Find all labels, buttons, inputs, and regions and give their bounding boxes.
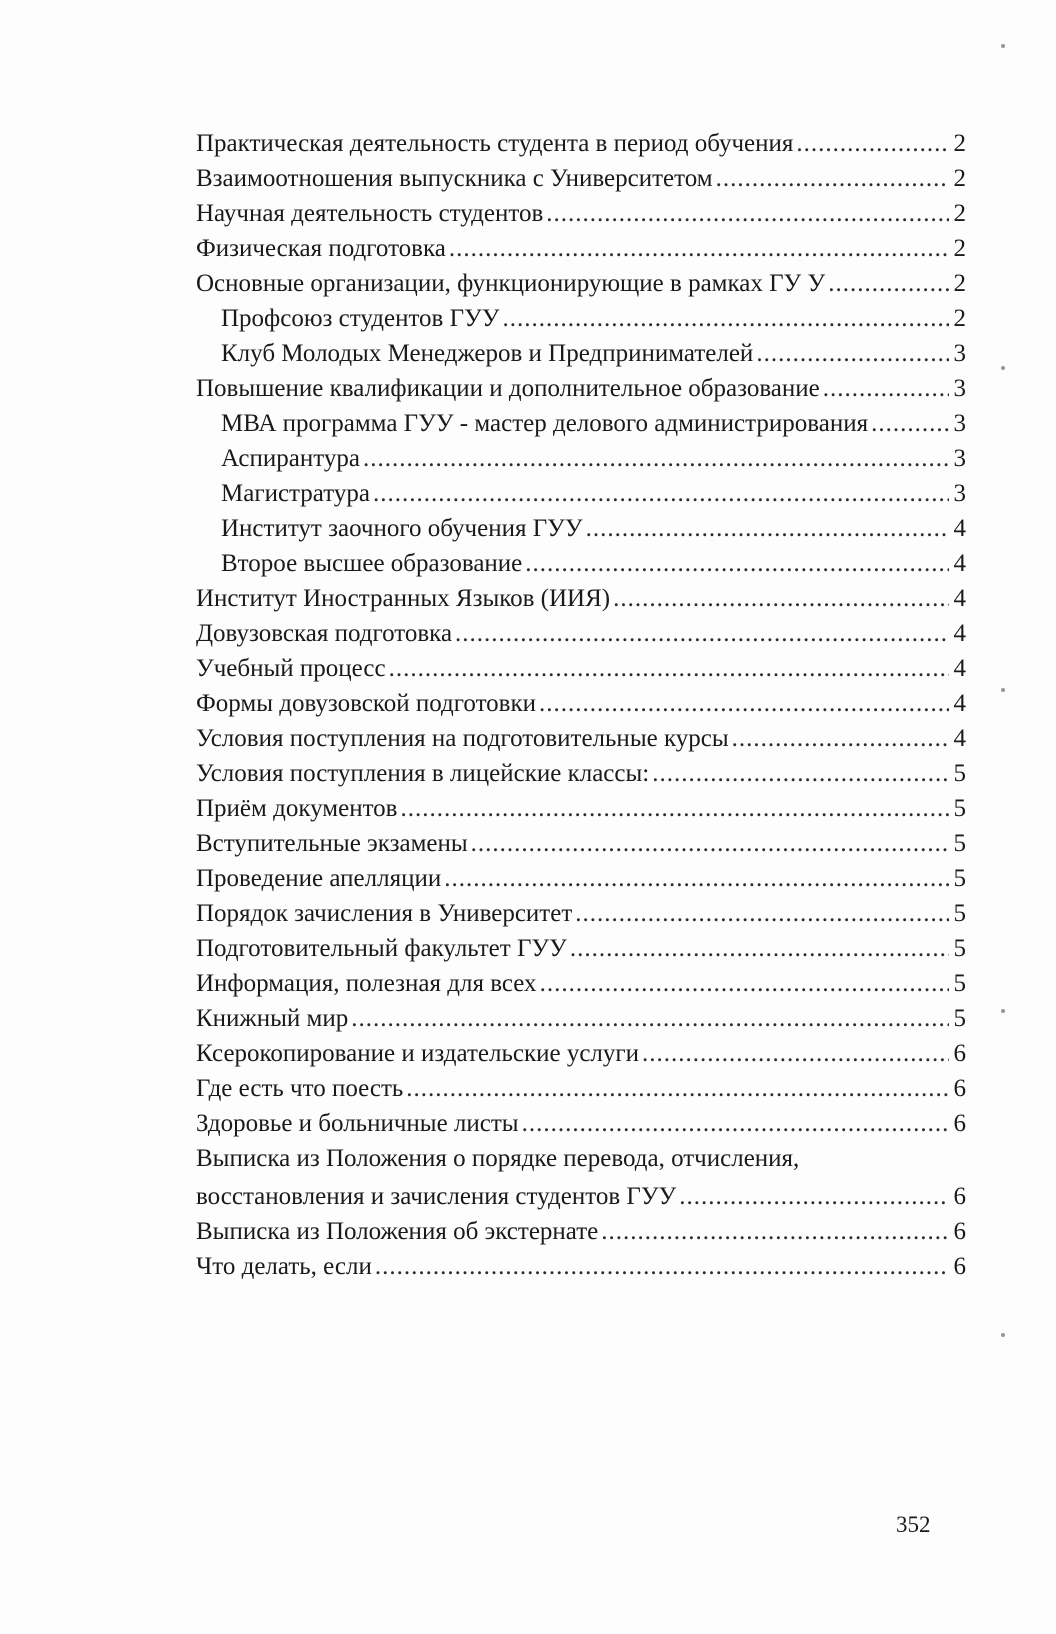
toc-entry [196,791,966,826]
toc-entry-page: 3 [953,445,966,472]
toc-entry-page: 6 [953,1218,966,1245]
toc-entry [196,511,966,546]
toc-entry [196,651,966,686]
toc-entry [196,1214,966,1249]
toc-entry-page: 4 [953,620,966,647]
toc-entry [196,441,966,476]
toc-entry-title: Аспирантура [221,445,360,472]
toc-entry-page: 3 [953,480,966,507]
toc-entry-page: 2 [953,270,966,297]
toc-entry-title: Повышение квалификации и дополнительное образование [196,375,820,402]
toc-dot-leader [716,161,949,196]
toc-dot-leader [522,1106,949,1141]
toc-entry-page: 4 [953,550,966,577]
toc-entry-title: Информация, полезная для всех [196,970,537,997]
toc-entry [196,546,966,581]
toc-entry [196,896,966,931]
toc-dot-leader [351,1001,949,1036]
toc-entry [196,826,966,861]
toc-entry [196,126,966,161]
toc-entry-page: 2 [953,200,966,227]
toc-entry-page: 3 [953,410,966,437]
toc-entry [196,1036,966,1071]
toc-entry-title: Довузовская подготовка [196,620,453,647]
toc-dot-leader [471,826,949,861]
toc-entry-title: Где есть что поесть [196,1075,404,1102]
toc-entry [196,966,966,1001]
toc-entry-title: Учебный процесс [196,655,386,682]
toc-entry [196,301,966,336]
toc-entry [196,1249,966,1284]
scan-speck [1001,44,1005,48]
toc-entry-page: 3 [953,340,966,367]
toc-entry-title: Институт Иностранных Языков (ИИЯ) [196,585,611,612]
toc-entry-page: 6 [953,1040,966,1067]
toc-entry [196,721,966,756]
toc-entry-title: Условия поступления на подготовительные курсы [196,725,729,752]
toc-dot-leader [406,1071,949,1106]
toc-entry-page: 2 [953,235,966,262]
toc-entry [196,616,966,651]
toc-entry-page: 5 [953,970,966,997]
toc-entry-title: Приём документов [196,795,398,822]
toc-dot-leader [389,651,949,686]
toc-entry-title: Основные организации, функционирующие в рамках ГУ У [196,270,826,297]
toc-dot-leader [652,756,949,791]
toc-entry-title: Ксерокопирование и издательские услуги [196,1040,640,1067]
toc-entry [196,756,966,791]
toc-entry-title: Подготовительный факультет ГУУ [196,935,567,962]
toc-dot-leader [575,896,949,931]
toc-entry-page: 4 [953,585,966,612]
toc-entry-title: Что делать, если [196,1253,372,1280]
toc-entry-title: Магистратура [221,480,370,507]
toc-dot-leader [570,931,949,966]
toc-entry [196,1179,966,1214]
toc-entry-title: Выписка из Положения об экстернате [196,1218,599,1245]
toc-dot-leader [455,616,949,651]
scan-speck [1001,1009,1005,1013]
toc-dot-leader [525,546,949,581]
toc-entry [196,196,966,231]
toc-entry [196,581,966,616]
toc-entry [196,1071,966,1106]
toc-dot-leader [586,511,949,546]
toc-entry [196,861,966,896]
toc-dot-leader [732,721,949,756]
toc-dot-leader [679,1179,949,1214]
toc-entry-page: 2 [953,305,966,332]
toc-entry-title: Книжный мир [196,1005,349,1032]
toc-entry-title: Клуб Молодых Менеджеров и Предпринимателей [221,340,754,367]
toc-entry-title: Формы довузовской подготовки [196,690,537,717]
toc-entry [196,931,966,966]
toc-entry-title: Взаимоотношения выпускника с Университетом [196,165,713,192]
toc-entry [196,1106,966,1141]
toc-dot-leader [373,476,949,511]
toc-entry-title: Условия поступления в лицейские классы: [196,760,650,787]
toc-entry-page: 4 [953,725,966,752]
toc-dot-leader [601,1214,949,1249]
toc-dot-leader [444,861,949,896]
toc-entry-page: 6 [953,1253,966,1280]
scan-speck [1001,366,1005,370]
toc-entry-title: Профсоюз студентов ГУУ [221,305,500,332]
toc-entry-page: 4 [953,515,966,542]
toc-entry-page: 5 [953,830,966,857]
toc-entry [196,231,966,266]
toc-entry-page: 4 [953,655,966,682]
toc-entry-page: 6 [953,1075,966,1102]
toc-dot-leader [642,1036,949,1071]
page-number: 352 [896,1512,931,1537]
toc-entry-page: 5 [953,900,966,927]
toc-entry [196,686,966,721]
scan-speck [1001,1333,1005,1337]
toc-entry [196,371,966,406]
toc-dot-leader [756,336,949,371]
toc-dot-leader [449,231,949,266]
toc-dot-leader [546,196,949,231]
scan-speck [1001,688,1005,692]
toc-entry-title: Порядок зачисления в Университет [196,900,573,927]
toc-entry-title: Выписка из Положения о порядке перевода, отчисления, [196,1145,800,1172]
toc-dot-leader [613,581,949,616]
toc-entry-page: 5 [953,760,966,787]
toc-entry-page: 4 [953,690,966,717]
table-of-contents [196,126,966,1284]
toc-entry [196,336,966,371]
toc-entry [196,266,966,301]
toc-entry-title: Научная деятельность студентов [196,200,544,227]
toc-dot-leader [796,126,949,161]
toc-entry-page: 5 [953,795,966,822]
toc-entry-title: Практическая деятельность студента в период обучения [196,130,794,157]
toc-entry-page: 2 [953,130,966,157]
toc-dot-leader [823,371,949,406]
toc-dot-leader [539,686,949,721]
toc-entry [196,161,966,196]
toc-entry-title: Проведение апелляции [196,865,442,892]
toc-entry-page: 2 [953,165,966,192]
toc-dot-leader [540,966,949,1001]
toc-entry-page: 3 [953,375,966,402]
toc-entry-title: Второе высшее образование [221,550,523,577]
toc-entry-page: 5 [953,1005,966,1032]
toc-entry-title: Физическая подготовка [196,235,446,262]
toc-dot-leader [363,441,949,476]
toc-entry-title: Институт заочного обучения ГУУ [221,515,583,542]
toc-dot-leader [400,791,949,826]
toc-entry [196,476,966,511]
toc-entry-page: 6 [953,1183,966,1210]
toc-entry-title: Здоровье и больничные листы [196,1110,519,1137]
toc-entry-title: восстановления и зачисления студентов ГУУ [196,1183,677,1210]
toc-dot-leader [502,301,949,336]
toc-dot-leader [828,266,949,301]
toc-dot-leader [871,406,949,441]
toc-entry [196,1001,966,1036]
toc-entry-page: 6 [953,1110,966,1137]
toc-dot-leader [375,1249,949,1284]
toc-entry-page: 5 [953,935,966,962]
toc-entry-title: МВА программа ГУУ - мастер делового администрирования [221,410,869,437]
toc-entry [196,1141,966,1179]
toc-entry [196,406,966,441]
toc-entry-page: 5 [953,865,966,892]
toc-entry-title: Вступительные экзамены [196,830,468,857]
